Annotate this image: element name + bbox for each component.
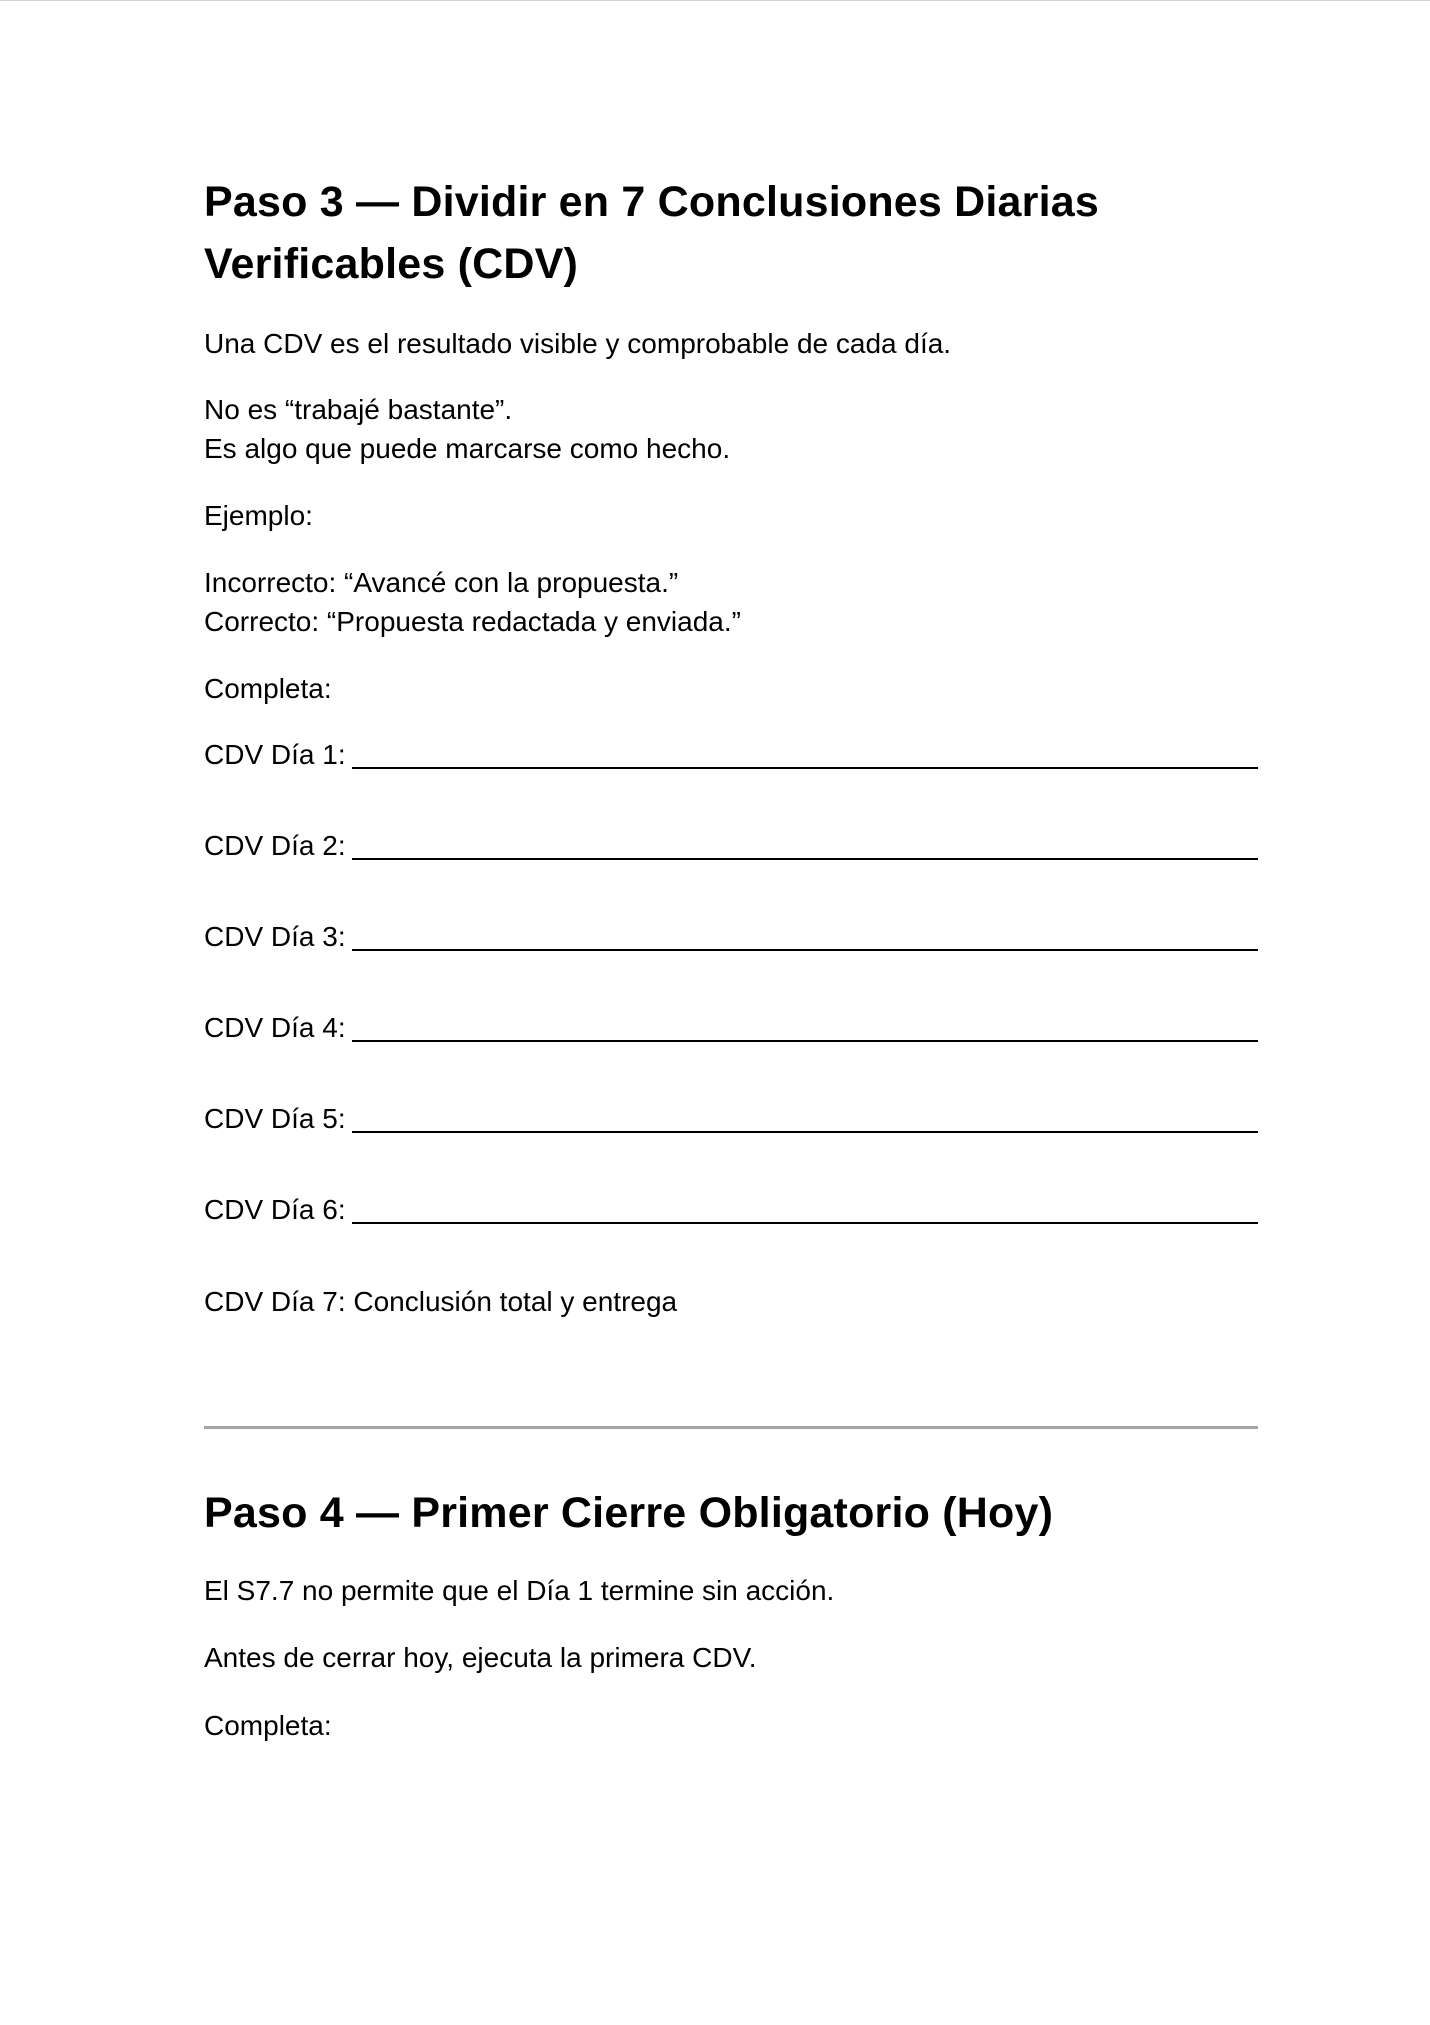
step4-line1: El S7.7 no permite que el Día 1 termine sin acción.: [204, 1575, 835, 1606]
example-label: Ejemplo:: [204, 500, 313, 531]
section-divider: [204, 1426, 1258, 1429]
step4-complete-label: Completa:: [204, 1710, 332, 1741]
cdv-row-label: CDV Día 5:: [204, 1103, 346, 1134]
cdv-row: [204, 917, 1258, 957]
cdv-row-label: CDV Día 4:: [204, 1012, 346, 1043]
cdv-row: [204, 1099, 1258, 1139]
step3-not-line: No es “trabajé bastante”.: [204, 394, 513, 425]
cdv-row: [204, 1008, 1258, 1048]
cdv-row: [204, 1190, 1258, 1230]
cdv-row-label: CDV Día 1:: [204, 739, 346, 770]
step4-line2: Antes de cerrar hoy, ejecuta la primera CDV.: [204, 1642, 757, 1673]
cdv-day-1-blank[interactable]: [352, 737, 1258, 769]
correct-example: Correcto: “Propuesta redactada y enviada.”: [204, 606, 741, 637]
cdv-day-7: CDV Día 7: Conclusión total y entrega: [204, 1286, 678, 1317]
cdv-day-4-blank[interactable]: [352, 1010, 1258, 1042]
cdv-row-label: CDV Día 2:: [204, 830, 346, 861]
cdv-day-5-blank[interactable]: [352, 1101, 1258, 1133]
page-top-border: [0, 0, 1430, 1]
step3-intro: Una CDV es el resultado visible y comprobable de cada día.: [204, 328, 952, 359]
cdv-row: [204, 826, 1258, 866]
cdv-day-3-blank[interactable]: [352, 919, 1258, 951]
complete-label: Completa:: [204, 673, 332, 704]
cdv-row-label: CDV Día 3:: [204, 921, 346, 952]
cdv-day-2-blank[interactable]: [352, 828, 1258, 860]
step3-heading: Paso 3 — Dividir en 7 Conclusiones Diarias Verificables (CDV): [204, 178, 1099, 288]
cdv-day-6-blank[interactable]: [352, 1192, 1258, 1224]
incorrect-example: Incorrecto: “Avancé con la propuesta.”: [204, 567, 679, 598]
cdv-row: [204, 735, 1258, 775]
step4-heading: Paso 4 — Primer Cierre Obligatorio (Hoy): [204, 1489, 1054, 1537]
step3-is-line: Es algo que puede marcarse como hecho.: [204, 433, 731, 464]
cdv-row-label: CDV Día 6:: [204, 1194, 346, 1225]
